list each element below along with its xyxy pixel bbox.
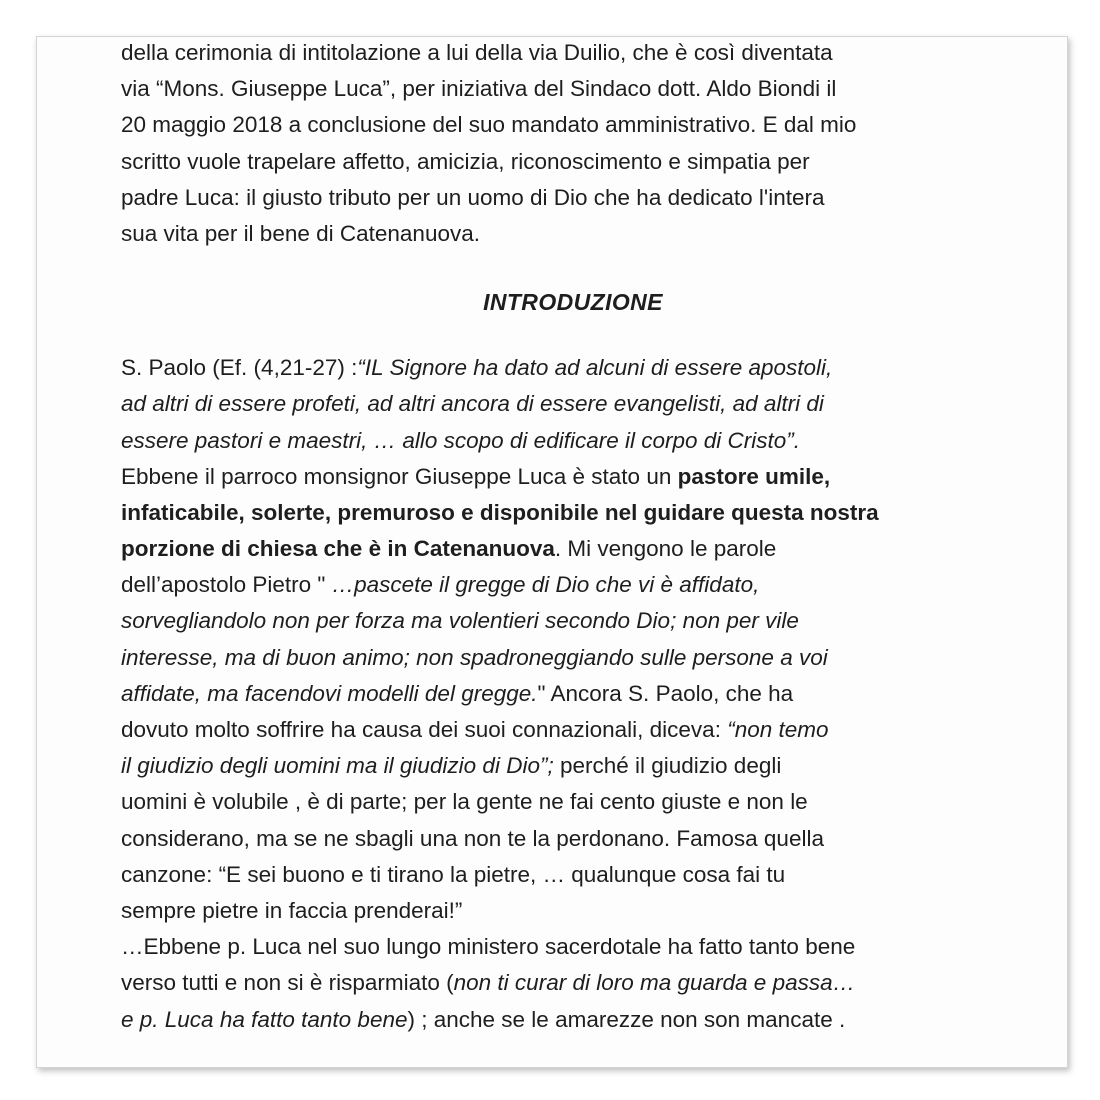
text-line: [121, 567, 1021, 603]
text-line: [121, 784, 1021, 820]
italic-text: interesse, ma di buon animo; non spadroneggiando sulle persone a voi: [121, 644, 828, 670]
text-line: [121, 459, 1021, 495]
text-line: [121, 965, 1021, 1001]
text-line: [121, 531, 1021, 567]
scanned-page: [36, 36, 1068, 1068]
text-line: [121, 929, 1021, 965]
text-line: [121, 1002, 1021, 1038]
text-line: scritto vuole trapelare affetto, amicizia, riconoscimento e simpatia per: [121, 148, 810, 174]
text-run: Ebbene il parroco monsignor Giuseppe Luca è stato un: [121, 463, 678, 489]
text-line: della cerimonia di intitolazione a lui della via Duilio, che è così diventata: [121, 40, 833, 65]
section-heading: INTRODUZIONE: [483, 289, 663, 316]
intro-paragraph: [121, 36, 1021, 252]
text-run: dell’apostolo Pietro ": [121, 572, 332, 598]
italic-text: …pascete il gregge di Dio che vi è affidato,: [331, 572, 760, 598]
text-line: [121, 893, 1021, 929]
italic-text: il giudizio degli uomini ma il giudizio di Dio”;: [121, 753, 554, 779]
text-line: [121, 748, 1021, 784]
italic-text: sorvegliandolo non per forza ma volentieri secondo Dio; non per vile: [121, 608, 799, 634]
italic-text: affidate, ma facendovi modelli del gregge.: [121, 680, 538, 706]
text-run: S. Paolo (Ef. (4,21-27) :: [121, 355, 358, 381]
text-line: [121, 821, 1021, 857]
text-run: dovuto molto soffrire ha causa dei suoi connazionali, diceva:: [121, 717, 728, 742]
body-paragraph: [121, 350, 1021, 1038]
document-text: [121, 37, 1021, 1038]
text-line: padre Luca: il giusto tributo per un uomo di Dio che ha dedicato l'intera: [121, 184, 825, 210]
italic-text: “non temo: [727, 717, 829, 742]
text-run: . Mi vengono le parole: [554, 536, 777, 562]
text-run: considerano, ma se ne sbagli una non te la perdonano. Famosa quella: [121, 825, 824, 851]
text-run: canzone: “E sei buono e ti tirano la pietre, … qualunque cosa fai tu: [121, 861, 786, 887]
italic-text: ad altri di essere profeti, ad altri ancora di essere evangelisti, ad altri di: [121, 391, 824, 417]
italic-text: “IL Signore ha dato ad alcuni di essere apostoli,: [357, 355, 833, 381]
text-line: 20 maggio 2018 a conclusione del suo mandato amministrativo. E dal mio: [121, 112, 857, 138]
text-line: [121, 640, 1021, 676]
text-run: " Ancora S. Paolo, che ha: [537, 680, 794, 706]
text-line: [121, 423, 1021, 459]
text-run: sempre pietre in faccia prenderai!”: [121, 897, 463, 923]
bold-text: pastore umile,: [677, 463, 831, 489]
italic-text: essere pastori e maestri, … allo scopo di edificare il corpo di Cristo”.: [121, 427, 801, 453]
bold-text: infaticabile, solerte, premuroso e disponibile nel guidare questa nostra: [121, 499, 879, 525]
text-line: [121, 386, 1021, 422]
text-line: sua vita per il bene di Catenanuova.: [121, 220, 480, 246]
text-line: [121, 712, 1021, 748]
text-line: via “Mons. Giuseppe Luca”, per iniziativa del Sindaco dott. Aldo Biondi il: [121, 76, 837, 102]
text-run: …Ebbene p. Luca nel suo lungo ministero sacerdotale ha fatto tanto bene: [121, 934, 856, 960]
text-run: ) ; anche se le amarezze non son mancate .: [407, 1006, 846, 1032]
text-run: uomini è volubile , è di parte; per la gente ne fai cento giuste e non le: [121, 789, 808, 815]
text-line: [121, 350, 1021, 386]
text-line: [121, 603, 1021, 639]
text-run: perché il giudizio degli: [553, 753, 782, 779]
italic-text: non ti curar di loro ma guarda e passa…: [453, 970, 856, 996]
text-run: verso tutti e non si è risparmiato (: [121, 970, 454, 996]
italic-text: e p. Luca ha fatto tanto bene: [121, 1006, 408, 1032]
text-line: [121, 495, 1021, 531]
bold-text: porzione di chiesa che è in Catenanuova: [121, 536, 555, 562]
text-line: [121, 857, 1021, 893]
text-line: [121, 676, 1021, 712]
